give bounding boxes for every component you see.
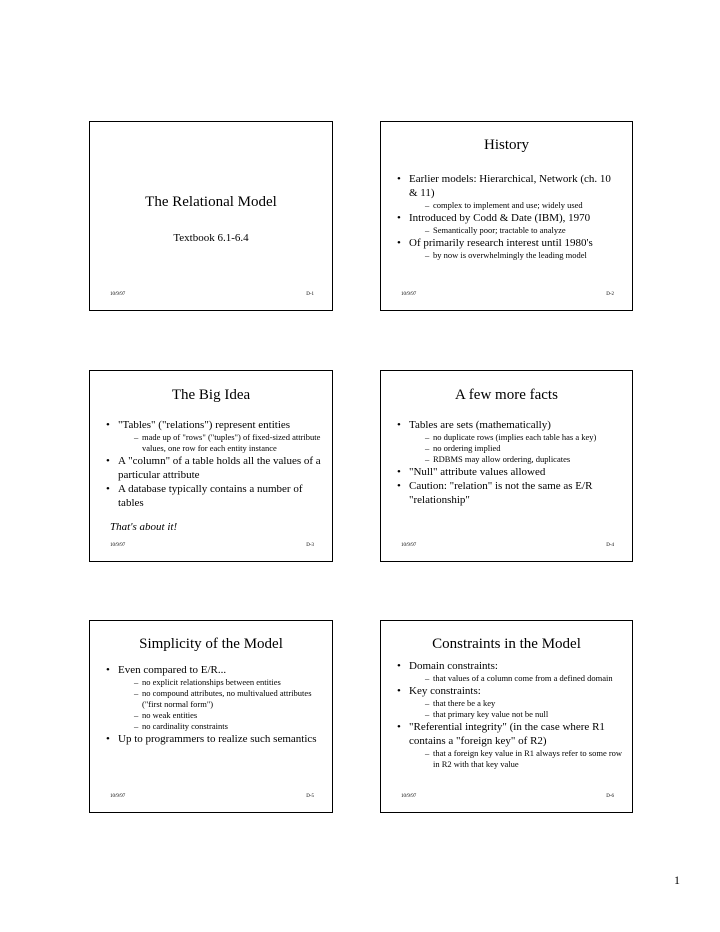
slide-4-date: 10/9/97 <box>401 543 417 548</box>
slide-3-note: That's about it! <box>110 521 178 533</box>
slide-1-title: The Relational Model <box>145 194 277 210</box>
slide-5-number: D-5 <box>306 794 314 799</box>
bullet: • "Referential integrity" (in the case where R1 contains a "foreign key" of R2) <box>397 720 625 748</box>
slide-2-number: D-2 <box>606 292 614 297</box>
sub-bullet: – made up of "rows" ("tuples") of fixed-sized attribute values, one row for each entity instance <box>106 432 330 454</box>
sub-bullet: – no explicit relationships between entities <box>106 677 330 688</box>
sub-bullet: – by now is overwhelmingly the leading model <box>397 250 621 261</box>
slide-4-title: A few more facts <box>455 387 558 403</box>
sub-bullet: – that primary key value not be null <box>397 709 625 720</box>
slide-6-title: Constraints in the Model <box>432 636 581 652</box>
bullet: • "Null" attribute values allowed <box>397 465 625 479</box>
bullet: • A database typically contains a number of tables <box>106 482 330 510</box>
sub-bullet: – no cardinality constraints <box>106 721 330 732</box>
bullet: • Earlier models: Hierarchical, Network (ch. 10 & 11) <box>397 172 621 200</box>
sub-bullet: – Semantically poor; tractable to analyze <box>397 225 621 236</box>
slide-3-bullets <box>106 418 330 510</box>
sub-bullet: – complex to implement and use; widely used <box>397 200 621 211</box>
slide-6-number: D-6 <box>606 794 614 799</box>
slide-3-title: The Big Idea <box>171 387 251 403</box>
slide-5-title: Simplicity of the Model <box>139 636 283 652</box>
slide-1 <box>89 121 333 311</box>
sub-bullet: – no weak entities <box>106 710 330 721</box>
sub-bullet: – that a foreign key value in R1 always refer to some row in R2 with that key value <box>397 748 625 770</box>
slide-6 <box>380 620 633 813</box>
bullet: • "Tables" ("relations") represent entities <box>106 418 330 432</box>
sub-bullet: – no ordering implied <box>397 443 625 454</box>
slide-3-date: 10/9/97 <box>110 543 126 548</box>
sub-bullet: – that there be a key <box>397 698 625 709</box>
bullet: • A "column" of a table holds all the values of a particular attribute <box>106 454 330 482</box>
slide-5-date: 10/9/97 <box>110 794 126 799</box>
slide-6-bullets <box>397 659 625 770</box>
page-number: 1 <box>674 873 680 887</box>
slide-2-title: History <box>484 137 529 153</box>
slide-6-date: 10/9/97 <box>401 794 417 799</box>
bullet: • Tables are sets (mathematically) <box>397 418 625 432</box>
slide-2-bullets <box>397 172 621 261</box>
bullet: • Domain constraints: <box>397 659 625 673</box>
slide-1-date: 10/9/97 <box>110 292 126 297</box>
slide-1-number: D-1 <box>306 292 314 297</box>
slide-3 <box>89 370 333 562</box>
bullet: • Of primarily research interest until 1980's <box>397 236 621 250</box>
bullet: • Up to programmers to realize such semantics <box>106 732 330 746</box>
slide-5 <box>89 620 333 813</box>
slide-2 <box>380 121 633 311</box>
slide-2-date: 10/9/97 <box>401 292 417 297</box>
sub-bullet: – no duplicate rows (implies each table has a key) <box>397 432 625 443</box>
slide-3-number: D-3 <box>306 543 314 548</box>
slide-4-bullets <box>397 418 625 507</box>
bullet: • Even compared to E/R... <box>106 663 330 677</box>
slide-4 <box>380 370 633 562</box>
bullet: • Caution: "relation" is not the same as E/R "relationship" <box>397 479 625 507</box>
bullet: • Key constraints: <box>397 684 625 698</box>
slide-4-number: D-4 <box>606 543 614 548</box>
bullet: • Introduced by Codd & Date (IBM), 1970 <box>397 211 621 225</box>
sub-bullet: – RDBMS may allow ordering, duplicates <box>397 454 625 465</box>
slide-1-subtitle: Textbook 6.1-6.4 <box>173 232 249 244</box>
sub-bullet: – that values of a column come from a defined domain <box>397 673 625 684</box>
slide-5-bullets <box>106 663 330 746</box>
sub-bullet: – no compound attributes, no multivalued attributes ("first normal form") <box>106 688 330 710</box>
